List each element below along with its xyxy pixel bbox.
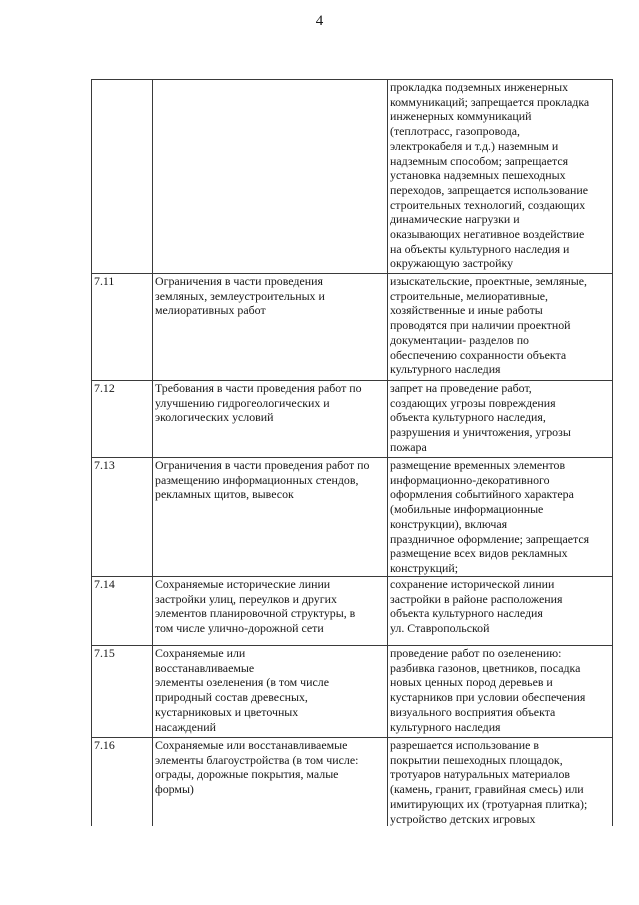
table-row [92,738,613,827]
row-number: 7.16 [94,738,115,752]
requirement-description: запрет на проведение работ, создающих угрозы повреждения объекта культурного наследия, разрушения и уничтожения, угрозы пожара [390,381,571,454]
requirement-name-cell [153,738,388,827]
requirement-name: Сохраняемые или восстанавливаемые элементы озеленения (в том числе природный состав древесных, кустарниковых и цветочных насаждений [155,646,329,734]
requirement-name-cell [153,381,388,458]
requirement-description: проведение работ по озеленению: разбивка газонов, цветников, посадка новых ценных пород деревьев и кустарников при условии обеспечения визуального восприятия объекта культурного наследия [390,646,586,734]
requirement-name: Ограничения в части проведения работ по размещению информационных стендов, рекламных щитов, вывесок [155,458,370,502]
requirement-desc-cell [388,577,613,646]
restrictions-table [91,79,613,826]
requirement-desc-cell [388,80,613,274]
requirement-description: сохранение исторической линии застройки в районе расположения объекта культурного наследия ул. Ставропольской [390,577,563,636]
row-number-cell [92,577,153,646]
row-number-cell [92,738,153,827]
row-number-cell [92,381,153,458]
requirement-desc-cell [388,274,613,381]
requirement-desc-cell [388,646,613,738]
requirement-name-cell [153,80,388,274]
requirement-name: Сохраняемые или восстанавливаемые элементы благоустройства (в том числе: ограды, дорожные покрытия, малые формы) [155,738,359,797]
row-number-cell [92,80,153,274]
requirement-name-cell [153,274,388,381]
row-number: 7.14 [94,577,115,591]
table-row [92,577,613,646]
requirement-name: Требования в части проведения работ по улучшению гидрогеологических и экологических условий [155,381,362,425]
requirement-description: прокладка подземных инженерных коммуникаций; запрещается прокладка инженерных коммуникаций (теплотрасс, газопровода, электрокабеля и т.д.) наземным и надземным способом; запрещается установка надземных пешеходных переходов, запрещается использование строительных технологий, создающих динамические нагрузки и оказывающих негативное воздействие на объекты культурного наследия и окружающую застройку [390,80,590,271]
row-number: 7.11 [94,274,115,288]
row-number-cell [92,458,153,577]
requirement-name: Ограничения в части проведения земляных, землеустроительных и мелиоративных работ [155,274,325,318]
table-row [92,80,613,274]
page-number: 4 [315,13,324,29]
row-number: 7.12 [94,381,115,395]
row-number: 7.13 [94,458,115,472]
row-number-cell [92,646,153,738]
requirement-description: разрешается использование в покрытии пешеходных площадок, тротуаров натуральных материалов (камень, гранит, гравийная смесь) или имитирующих их (тротуарная плитка); устройство детских игровых [390,738,588,826]
requirement-name-cell [153,646,388,738]
requirement-name: Сохраняемые исторические линии застройки улиц, переулков и других элементов планировочной структуры, в том числе улично-дорожной сети [155,577,356,636]
table-row [92,458,613,577]
table-row [92,646,613,738]
row-number: 7.15 [94,646,115,660]
requirement-desc-cell [388,738,613,827]
requirement-desc-cell [388,458,613,577]
requirement-name-cell [153,458,388,577]
requirement-name-cell [153,577,388,646]
requirement-description: изыскательские, проектные, земляные, строительные, мелиоративные, хозяйственные и иные работы проводятся при наличии проектной документации- разделов по обеспечению сохранности объекта культурного наследия [390,274,587,377]
row-number-cell [92,274,153,381]
requirement-description: размещение временных элементов информационно-декоративного оформления событийного характера (мобильные информационные конструкции), включая праздничное оформление; запрещается размещение всех видов рекламных конструкций; [390,458,590,575]
table-row [92,274,613,381]
table-row [92,381,613,458]
requirement-desc-cell [388,381,613,458]
